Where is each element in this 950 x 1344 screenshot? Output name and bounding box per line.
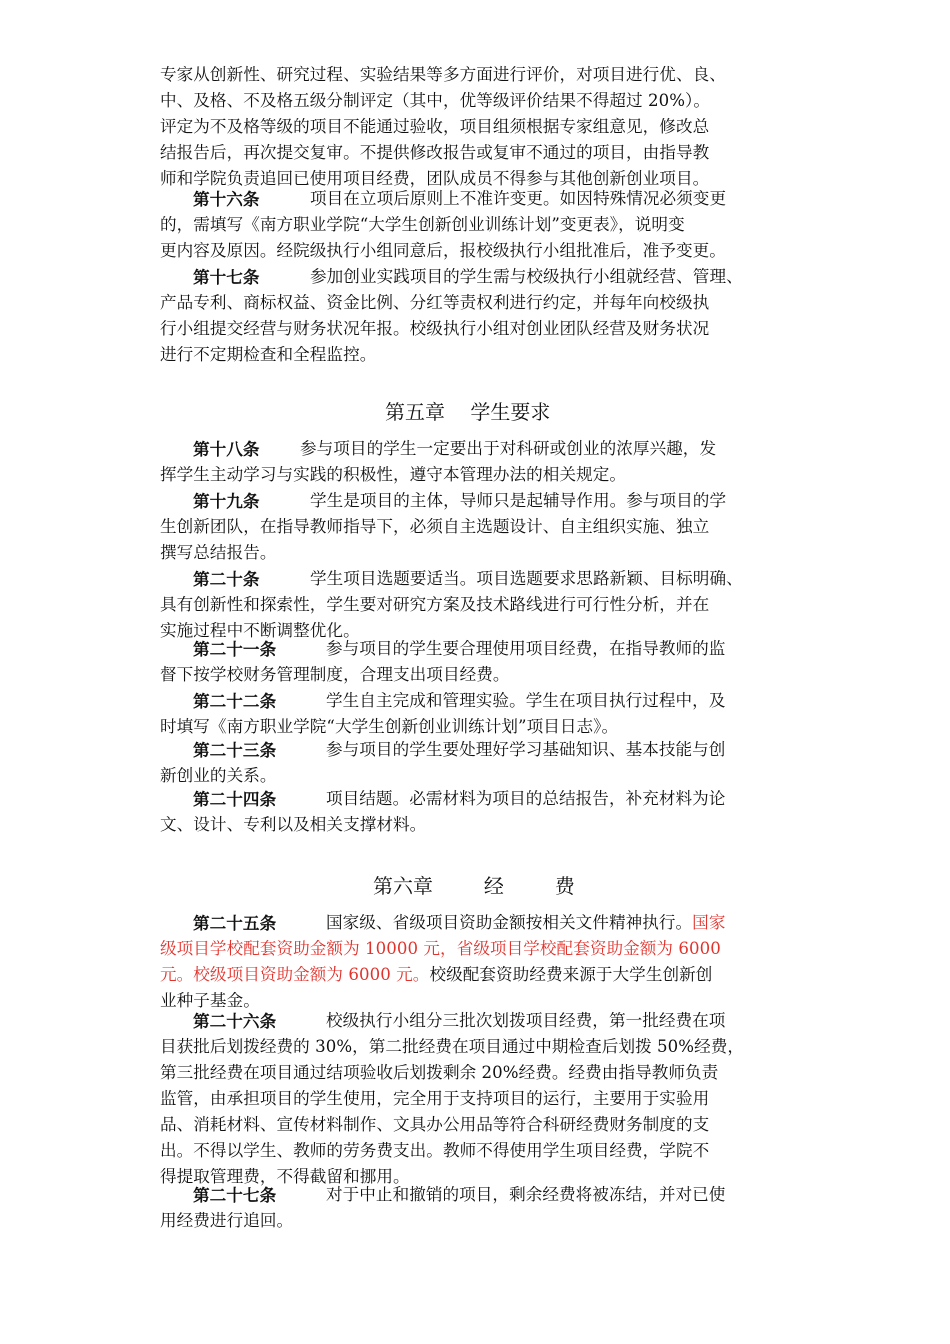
text-line: 新创业的关系。	[160, 766, 277, 785]
text-line: 评定为不及格等级的项目不能通过验收，项目组须根据专家组意见，修改总	[160, 117, 710, 136]
article-text: 项目结题。必需材料为项目的总结报告，补充材料为论	[326, 789, 726, 808]
article-text: 参与项目的学生要处理好学习基础知识、基本技能与创	[326, 740, 726, 759]
article-label: 第二十四条	[193, 789, 277, 809]
article-label: 第二十五条	[193, 913, 277, 933]
chapter-heading: 第五章 学生要求	[385, 400, 551, 424]
text-line: 进行不定期检查和全程监控。	[160, 345, 377, 364]
article-text-plain: 校级配套资助经费来源于大学生创新创	[429, 965, 713, 984]
text-line: 挥学生主动学习与实践的积极性，遵守本管理办法的相关规定。	[160, 465, 627, 484]
article-text	[326, 910, 725, 936]
text-line: 撰写总结报告。	[160, 543, 277, 562]
highlight-text: 级项目学校配套资助金额为 10000 元，省级项目学校配套资助金额为 6000	[160, 939, 721, 958]
article-label: 第二十七条	[193, 1185, 277, 1205]
article-label: 第十八条	[193, 439, 260, 459]
article-label: 第二十三条	[193, 740, 277, 760]
article-text: 参与项目的学生一定要出于对科研或创业的浓厚兴趣，发	[300, 439, 717, 458]
text-line: 文、设计、专利以及相关支撑材料。	[160, 815, 427, 834]
chapter-heading: 第六章 经 费	[373, 874, 575, 898]
text-line: 中、及格、不及格五级分制评定（其中，优等级评价结果不得超过 20%）。	[160, 91, 711, 110]
article-text: 对于中止和撤销的项目，剩余经费将被冻结，并对已使	[326, 1185, 726, 1204]
text-line: 第三批经费在项目通过结项验收后划拨剩余 20%经费。经费由指导教师负责	[160, 1063, 719, 1082]
text-line: 产品专利、商标权益、资金比例、分红等责权利进行约定，并每年向校级执	[160, 293, 710, 312]
article-text: 学生是项目的主体，导师只是起辅导作用。参与项目的学	[310, 491, 727, 510]
text-line: 具有创新性和探索性，学生要对研究方案及技术路线进行可行性分析，并在	[160, 595, 710, 614]
text-line: 督下按学校财务管理制度，合理支出项目经费。	[160, 665, 510, 684]
text-line: 专家从创新性、研究过程、实验结果等多方面进行评价，对项目进行优、良、	[160, 65, 726, 84]
text-line: 实施过程中不断调整优化。	[160, 621, 360, 640]
article-text: 校级执行小组分三批次划拨项目经费，第一批经费在项	[326, 1011, 726, 1030]
text-line: 业种子基金。	[160, 991, 260, 1010]
text-line: 师和学院负责追回已使用项目经费，团队成员不得参与其他创新创业项目。	[160, 169, 710, 188]
highlight-text: 元。校级项目资助金额为 6000 元。	[160, 965, 430, 984]
article-label: 第二十六条	[193, 1011, 277, 1031]
article-text-plain: 国家级、省级项目资助金额按相关文件精神执行。	[326, 913, 693, 932]
text-line: 目获批后划拨经费的 30%，第二批经费在项目通过中期检查后划拨 50%经费，	[160, 1037, 745, 1056]
text-line: 结报告后，再次提交复审。不提供修改报告或复审不通过的项目，由指导教	[160, 143, 710, 162]
article-text: 参与项目的学生要合理使用项目经费，在指导教师的监	[326, 639, 726, 658]
text-line: 品、消耗材料、宣传材料制作、文具办公用品等符合科研经费财务制度的支	[160, 1115, 710, 1134]
article-text: 学生自主完成和管理实验。学生在项目执行过程中，及	[326, 691, 726, 710]
article-label: 第二十条	[193, 569, 260, 589]
article-label: 第十七条	[193, 267, 260, 287]
article-text: 项目在立项后原则上不准许变更。如因特殊情况必须变更	[310, 189, 727, 208]
text-line: 的，需填写《南方职业学院“大学生创新创业训练计划”变更表》，说明变	[160, 215, 685, 234]
text-line: 更内容及原因。经院级执行小组同意后，报校级执行小组批准后，准予变更。	[160, 241, 726, 260]
text-line: 用经费进行追回。	[160, 1211, 294, 1230]
article-text: 学生项目选题要适当。项目选题要求思路新颖、目标明确、	[310, 569, 743, 588]
text-line: 出。不得以学生、教师的劳务费支出。教师不得使用学生项目经费，学院不	[160, 1141, 710, 1160]
article-label: 第十九条	[193, 491, 260, 511]
text-line: 监管，由承担项目的学生使用，完全用于支持项目的运行，主要用于实验用	[160, 1089, 710, 1108]
text-line: 行小组提交经营与财务状况年报。校级执行小组对创业团队经营及财务状况	[160, 319, 710, 338]
highlight-text: 国家	[692, 913, 726, 932]
text-line: 生创新团队，在指导教师指导下，必须自主选题设计、自主组织实施、独立	[160, 517, 710, 536]
text-line: 得提取管理费，不得截留和挪用。	[160, 1167, 410, 1186]
article-label: 第二十一条	[193, 639, 277, 659]
article-text: 参加创业实践项目的学生需与校级执行小组就经营、管理、	[310, 267, 743, 286]
article-label: 第十六条	[193, 189, 260, 209]
text-line: 时填写《南方职业学院“大学生创新创业训练计划”项目日志》。	[160, 717, 619, 736]
text-line	[160, 962, 712, 988]
article-label: 第二十二条	[193, 691, 277, 711]
